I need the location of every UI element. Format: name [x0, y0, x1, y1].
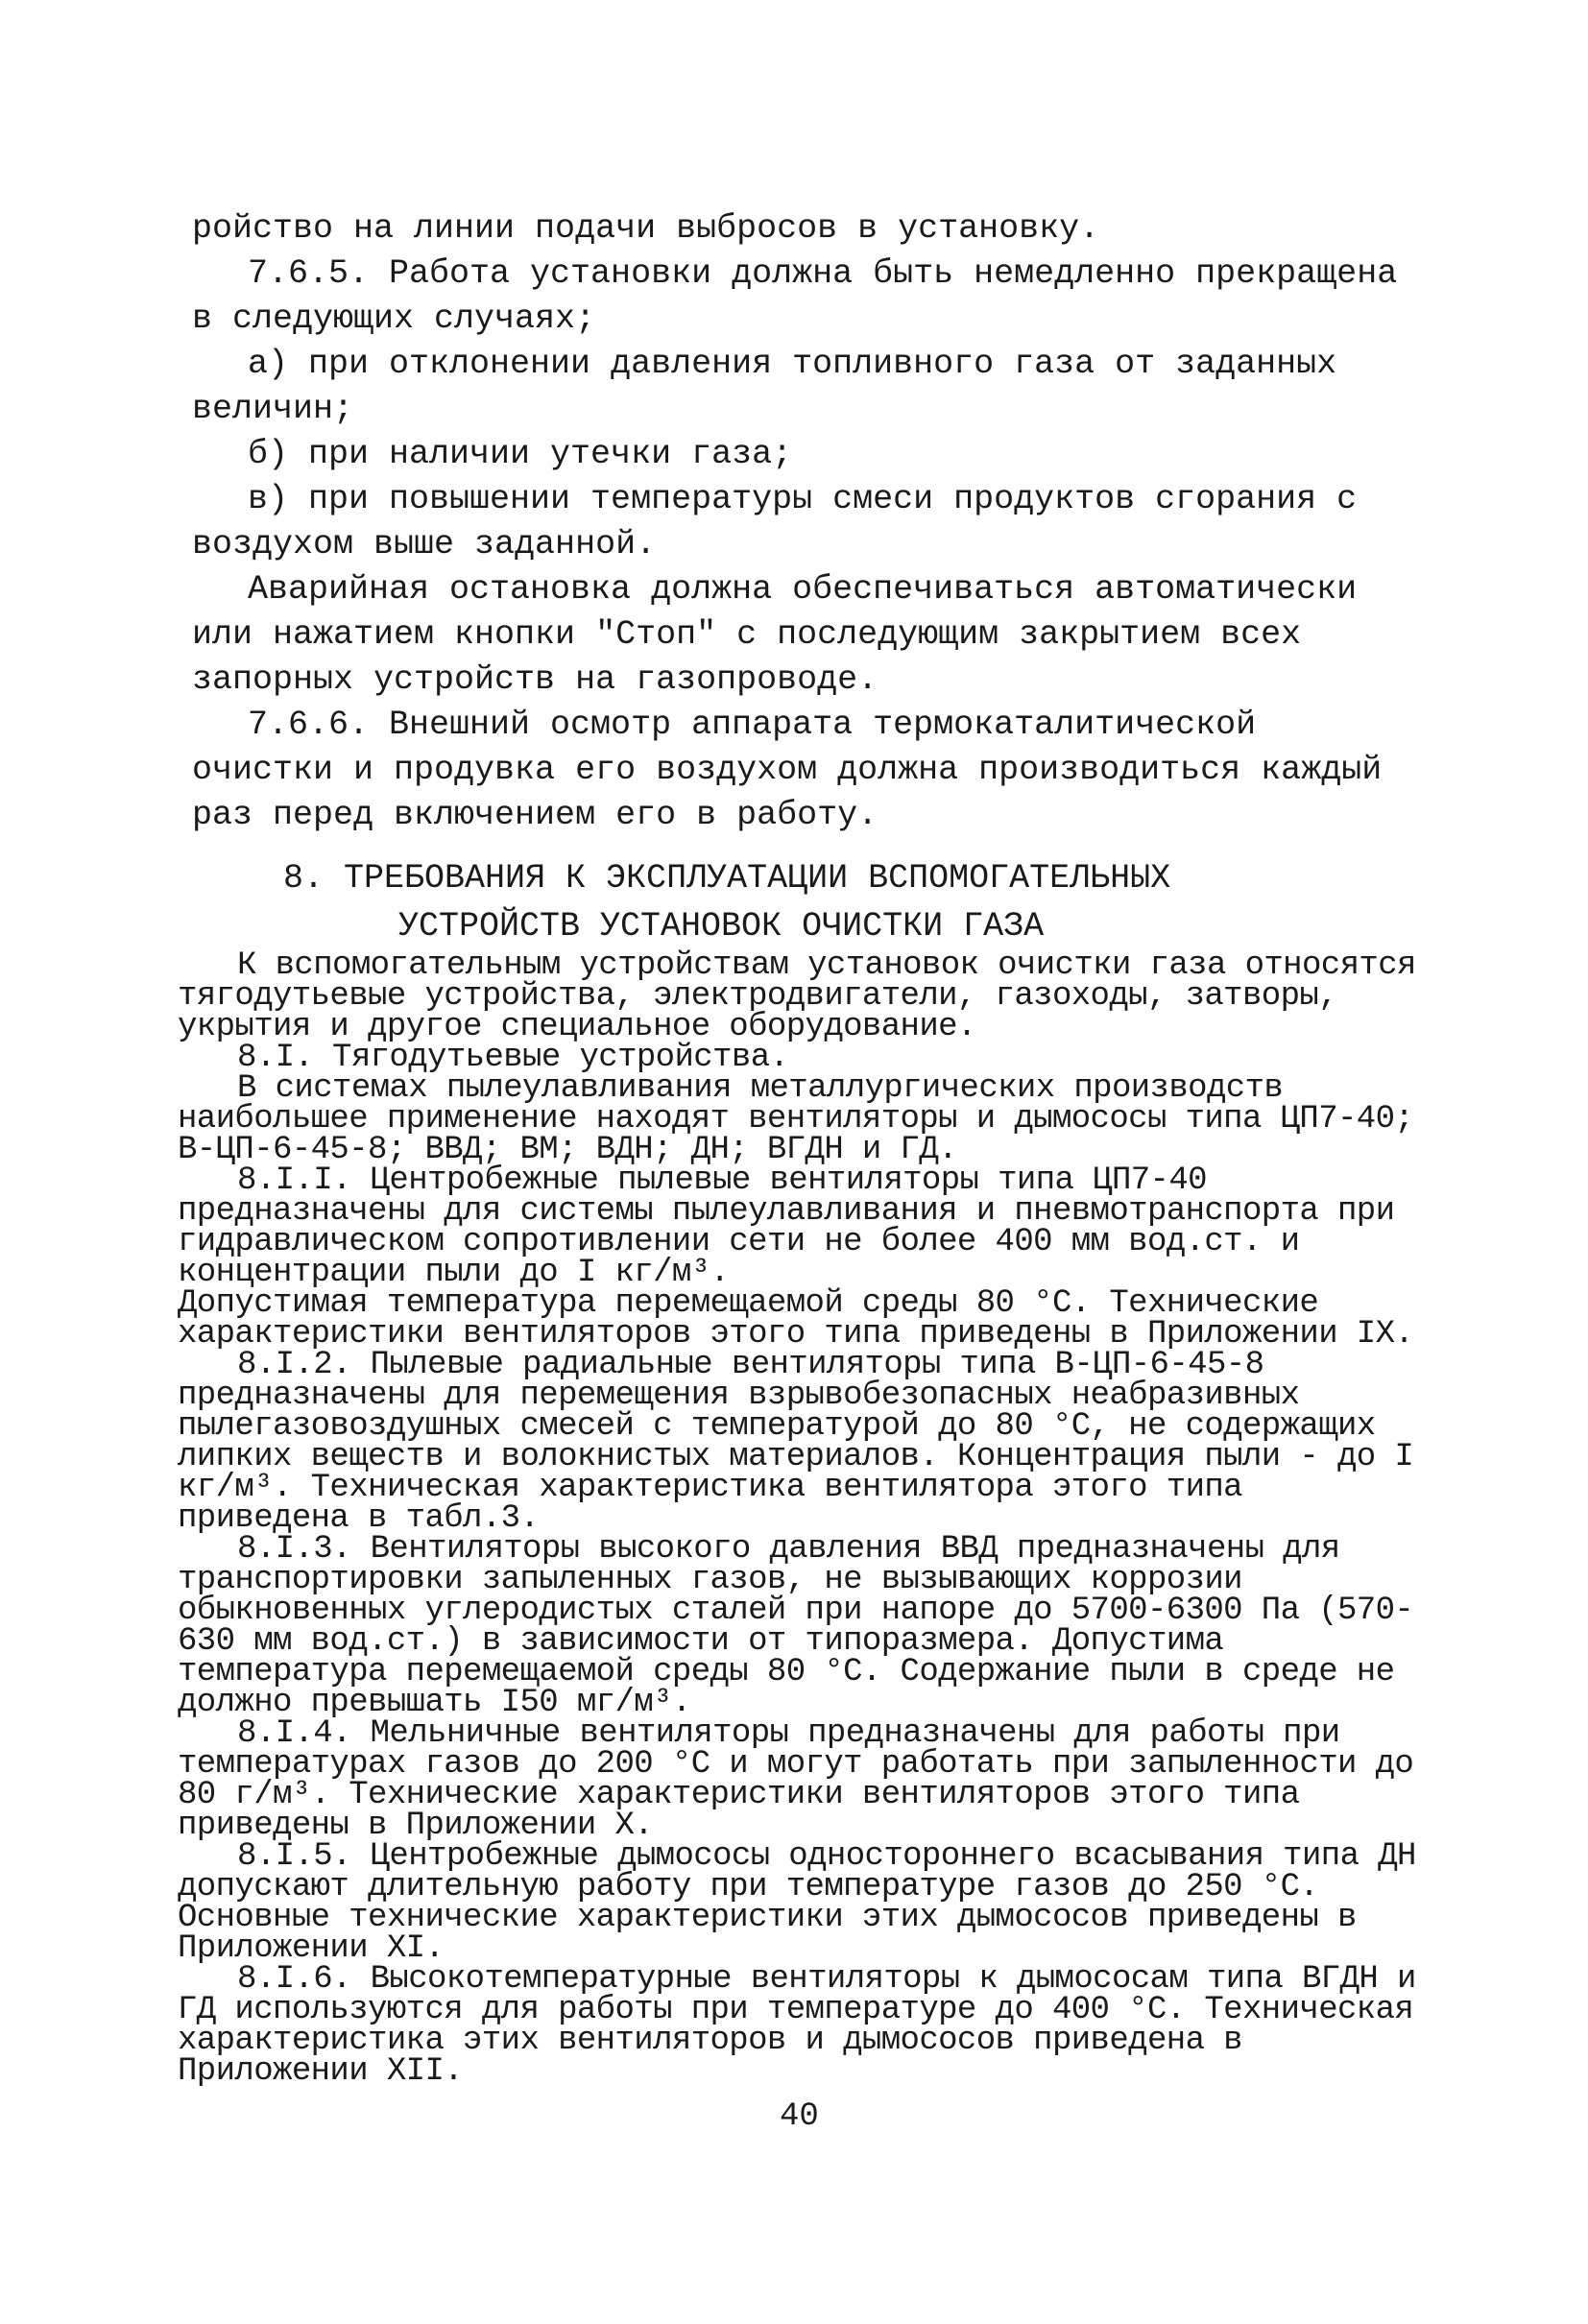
- list-item-b: б) при наличии утечки газа;: [248, 435, 793, 473]
- subsection-8-1-title: 8.I. Тягодутьевые устройства.: [237, 1040, 789, 1076]
- list-item-a: а) при отклонении давления топливного газа от заданных величин;: [192, 345, 1337, 428]
- section-heading-line-2: УСТРОЙСТВ УСТАНОВОК ОЧИСТКИ ГАЗА: [398, 907, 1045, 946]
- paragraph-systems: В системах пылеулавливания металлургических производств наибольшее применение находят вентиляторы и дымососы типа ЦП7-40; В-ЦП-6-45-8; ВВД; ВМ; ВДН; ДН; ВГДН и ГД.: [178, 1070, 1414, 1168]
- paragraph-8-1-1: 8.I.I. Центробежные пылевые вентиляторы типа ЦП7-40 предназначены для системы пылеулавливания и пневмотранспорта при гидравлическом сопротивлении сети не более 400 мм вод.ст. и концентрации пыли до I кг/м³.: [178, 1162, 1395, 1291]
- lower-text-block: [178, 947, 1416, 2090]
- paragraph-8-1-4: 8.I.4. Мельничные вентиляторы предназначены для работы при температурах газов до 200 °С и могут работать при запыленности до 80 г/м³. Технические характеристики вентиляторов этого типа приведены в Приложении X.: [178, 1715, 1414, 1844]
- paragraph-8-1-3: 8.I.3. Вентиляторы высокого давления ВВД предназначены для транспортировки запыленных газов, не вызывающих коррозии обыкновенных углеродистых сталей при напоре до 5700-6300 Па (570-630 мм вод.ст.) в зависимости от типоразмера. Допустима температура перемещаемой среды 80 °С. Содержание пыли в среде не должно превышать I50 мг/м³.: [178, 1531, 1414, 1721]
- paragraph-7-6-6: 7.6.6. Внешний осмотр аппарата термокаталитической очистки и продувка его воздухом должна производиться каждый раз перед включением его в работу.: [192, 706, 1383, 834]
- paragraph-8-1-2: 8.I.2. Пылевые радиальные вентиляторы типа В-ЦП-6-45-8 предназначены для перемещения взрывобезопасных неабразивных пылегазовоздушных смесей с температурой до 80 °С, не содержащих липких веществ и волокнистых материалов. Концентрация пыли - до I кг/м³. Техническая характеристика вентилятора этого типа приведена в табл.3.: [178, 1347, 1414, 1537]
- section-heading-line-1: 8. ТРЕБОВАНИЯ К ЭКСПЛУАТАЦИИ ВСПОМОГАТЕЛЬНЫХ: [283, 859, 1171, 898]
- paragraph-emergency-stop: Аварийная остановка должна обеспечиваться автоматически или нажатием кнопки "Стоп" с последующим закрытием всех запорных устройств на газопроводе.: [192, 570, 1358, 699]
- list-item-v: в) при повышении температуры смеси продуктов сгорания с воздухом выше заданной.: [192, 480, 1358, 563]
- paragraph-8-1-6: 8.I.6. Высокотемпературные вентиляторы к дымососам типа ВГДН и ГД используются для работы при температуре до 400 °С. Техническая характеристика этих вентиляторов и дымососов приведена в Приложении XII.: [178, 1961, 1416, 2090]
- paragraph-temperature: Допустимая температура перемещаемой среды 80 °С. Технические характеристики вентиляторов этого типа приведены в Приложении IX.: [178, 1285, 1414, 1353]
- upper-text-block: [192, 206, 1402, 838]
- paragraph-8-1-5: 8.I.5. Центробежные дымососы одностороннего всасывания типа ДН допускают длительную работу при температуре газов до 250 °С. Основные технические характеристики этих дымососов приведены в Приложении XI.: [178, 1838, 1416, 1967]
- page-number: 40: [780, 2098, 819, 2135]
- paragraph-7-6-5: 7.6.5. Работа установки должна быть немедленно прекращена в следующих случаях;: [192, 254, 1398, 338]
- paragraph-intro: К вспомогательным устройствам установок очистки газа относятся тягодутьевые устройства, электродвигатели, газоходы, затворы, укрытия и другое специальное оборудование.: [178, 947, 1416, 1045]
- paragraph-continuation: ройство на линии подачи выбросов в установку.: [192, 209, 1100, 248]
